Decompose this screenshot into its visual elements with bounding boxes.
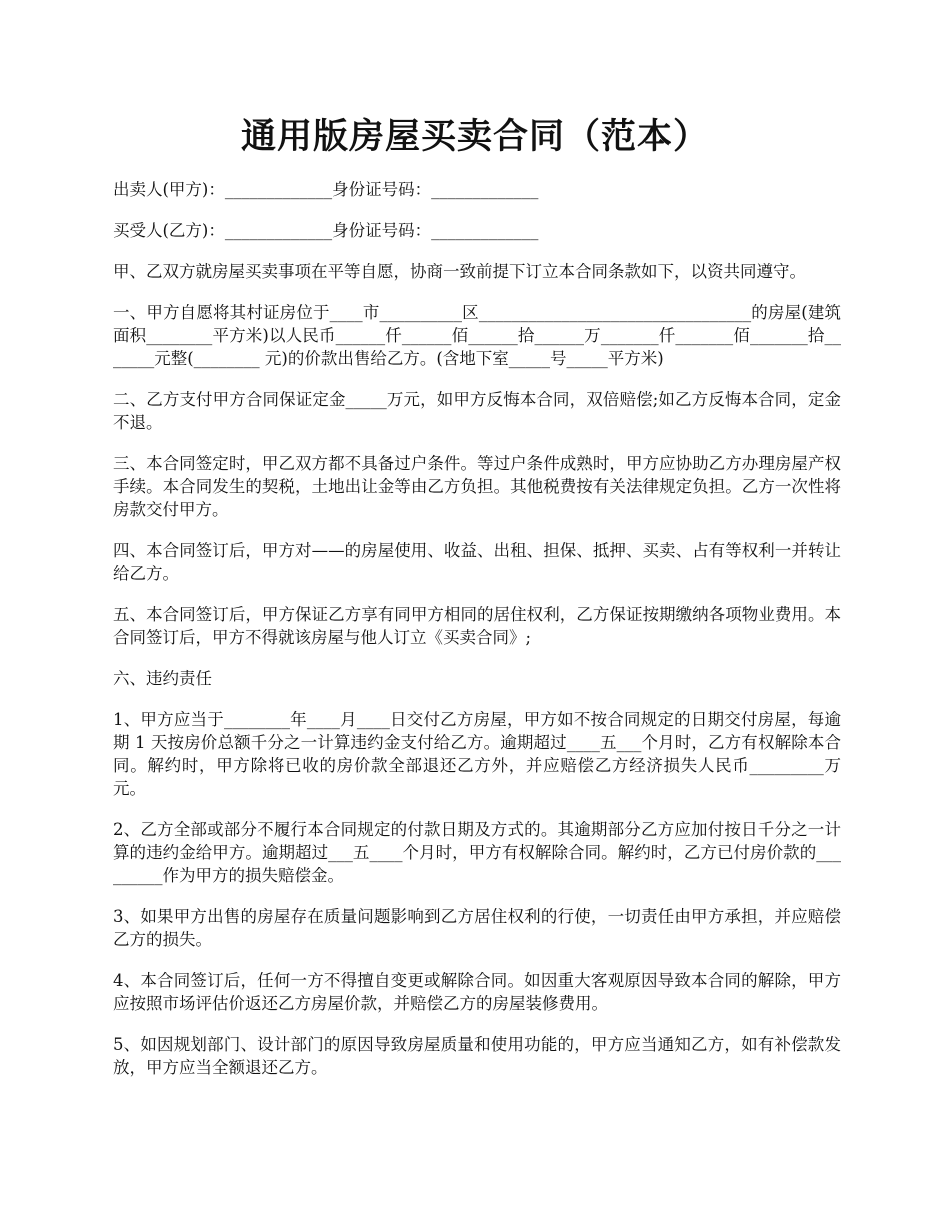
preamble-paragraph: 甲、乙双方就房屋买卖事项在平等自愿，协商一致前提下订立本合同条款如下，以资共同遵守。 [113, 262, 806, 281]
liability-item-5: 5、如因规划部门、设计部门的原因导致房屋质量和使用功能的，甲方应当通知乙方，如有补偿款发放，甲方应当全额退还乙方。 [113, 1035, 841, 1077]
clause-2-paragraph: 二、乙方支付甲方合同保证定金_____万元，如甲方反悔本合同，双倍赔偿;如乙方反悔本合同，定金不退。 [113, 390, 841, 432]
liability-item-4: 4、本合同签订后，任何一方不得擅自变更或解除合同。如因重大客观原因导致本合同的解除，甲方应按照市场评估价返还乙方房屋价款，并赔偿乙方的房屋装修费用。 [113, 971, 841, 1013]
contract-body [113, 178, 841, 1097]
liability-item-3: 3、如果甲方出售的房屋存在质量问题影响到乙方居住权利的行使，一切责任由甲方承担，并应赔偿乙方的损失。 [113, 907, 841, 949]
buyer-line: 买受人(乙方)：_____________身份证号码：_____________ [113, 221, 539, 240]
document-title: 通用版房屋买卖合同（范本） [240, 116, 709, 157]
seller-line: 出卖人(甲方)：_____________身份证号码：_____________ [113, 180, 539, 199]
liability-item-1: 1、甲方应当于________年____月____日交付乙方房屋，甲方如不按合同规定的日期交付房屋，每逾期 1 天按房价总额千分之一计算违约金支付给乙方。逾期超过____五___个月时，乙方有权解除本合同。解约时，甲方除将已收的房价款全部退还乙方外，并应赔偿乙方经济损失人民币_________万元。 [113, 710, 841, 798]
clause-4-paragraph: 四、本合同签订后，甲方对——的房屋使用、收益、出租、担保、抵押、买卖、占有等权利一并转让给乙方。 [113, 541, 841, 583]
clause-6-heading: 六、违约责任 [113, 669, 212, 688]
clause-1-paragraph: 一、甲方自愿将其村证房位于____市__________区_________________________________的房屋(建筑面积________平方米)以人民币______仟______佰______拾______万_______仟_______佰_______拾_______元整(________ 元)的价款出售给乙方。(含地下室_____号_____平方米) [113, 303, 841, 368]
clause-5-paragraph: 五、本合同签订后，甲方保证乙方享有同甲方相同的居住权利，乙方保证按期缴纳各项物业费用。本合同签订后，甲方不得就该房屋与他人订立《买卖合同》; [113, 605, 841, 647]
clause-3-paragraph: 三、本合同签定时，甲乙双方都不具备过户条件。等过户条件成熟时，甲方应协助乙方办理房屋产权手续。本合同发生的契税，土地出让金等由乙方负担。其他税费按有关法律规定负担。乙方一次性将房款交付甲方。 [113, 454, 841, 519]
liability-item-2: 2、乙方全部或部分不履行本合同规定的付款日期及方式的。其逾期部分乙方应加付按日千分之一计算的违约金给甲方。逾期超过___五____个月时，甲方有权解除合同。解约时，乙方已付房价款的_________作为甲方的损失赔偿金。 [113, 820, 841, 885]
